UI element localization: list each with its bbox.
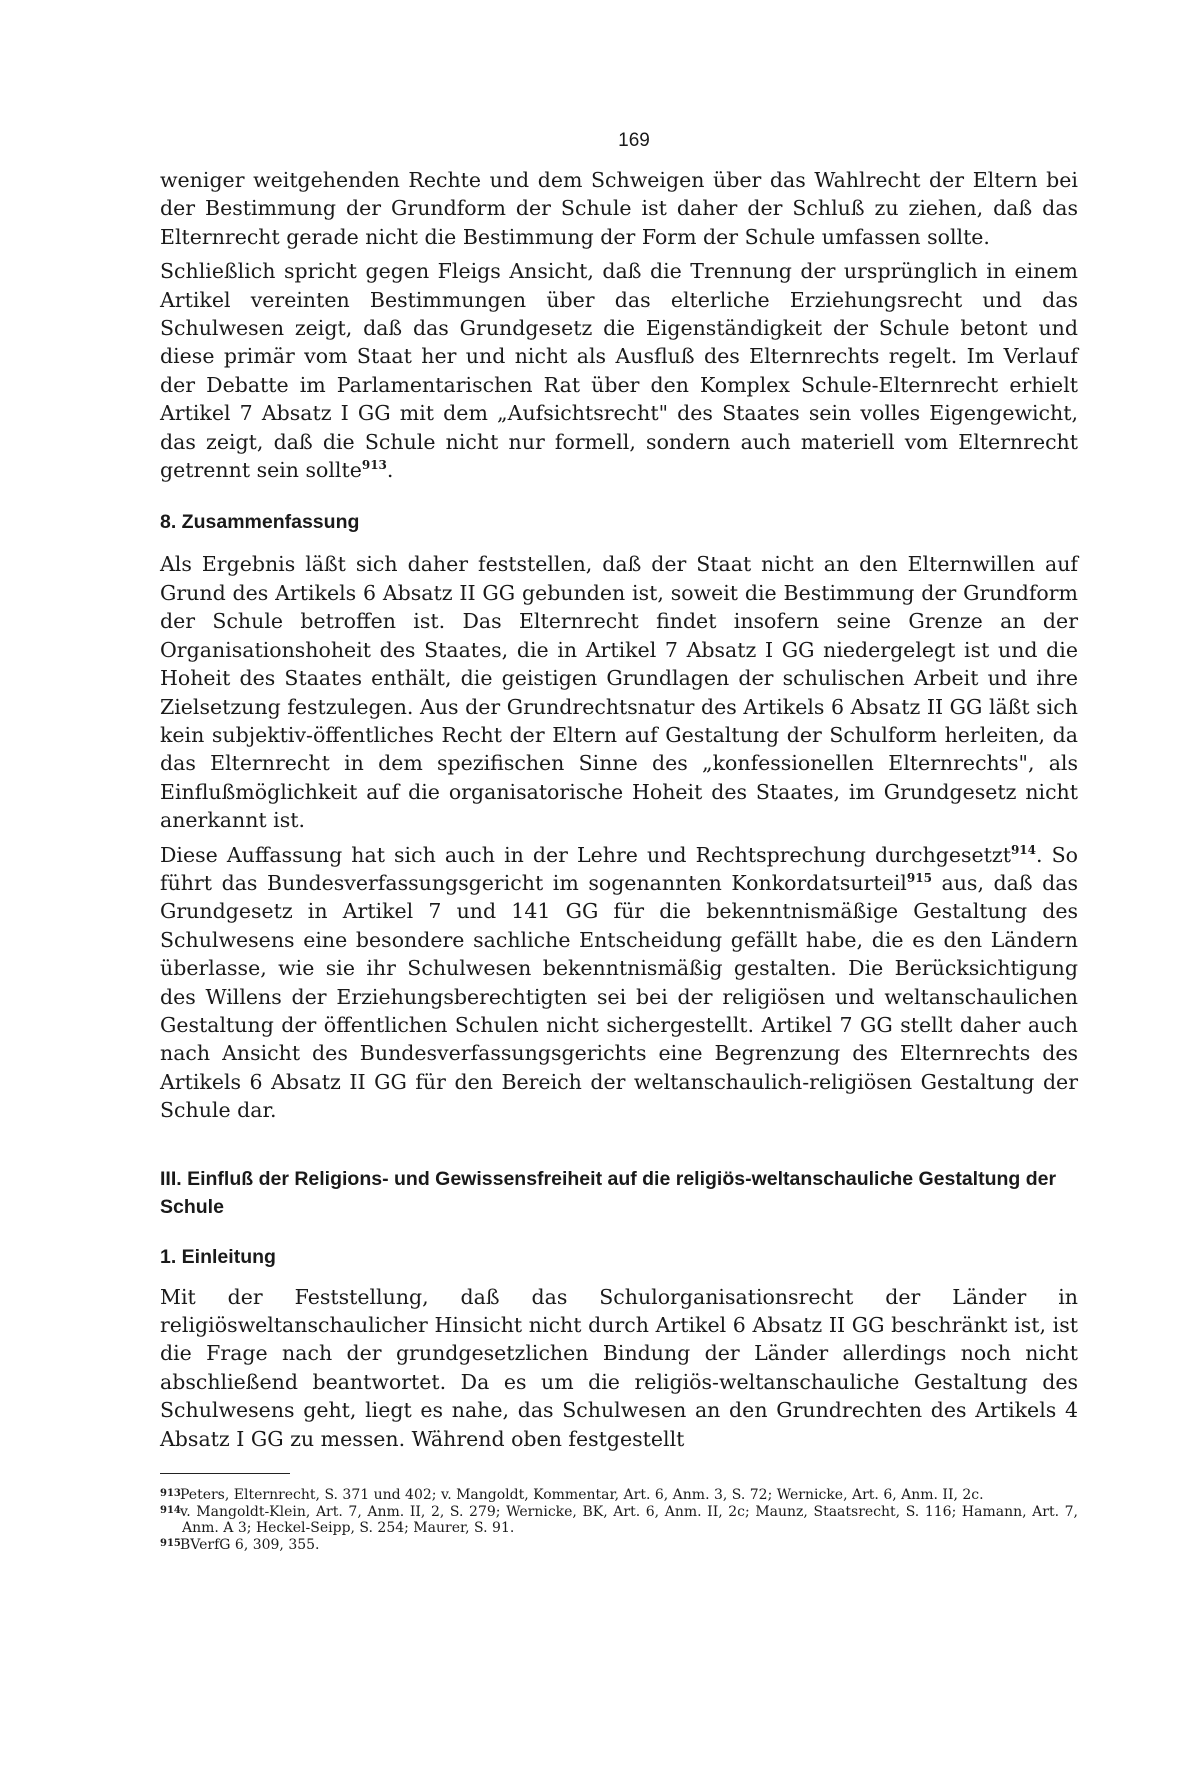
paragraph-1: weniger weitgehenden Rechte und dem Schweigen über das Wahlrecht der Eltern bei der Bestimmung der Grundform der Schule ist daher der Schluß zu ziehen, daß das Elternrecht gerade nicht die Bestimmung der Form der Schule umfassen sollte. — [160, 168, 1078, 249]
introduction-heading: 1. Einleitung — [160, 1245, 276, 1268]
section-8-paragraph-2-part-b: . So führt das Bundesverfassungsgericht im sogenannten Konkordatsurteil — [160, 842, 1078, 895]
footnote-ref-914: 914 — [1010, 842, 1037, 857]
footnote-text: Peters, Elternrecht, S. 371 und 402; v. Mangoldt, Kommentar, Art. 6, Anm. 3, S. 72; Wernicke, Art. 6, Anm. II, 2c. — [180, 1487, 984, 1504]
section-8-paragraph-2 — [160, 841, 1078, 1125]
part-3-heading: III. Einfluß der Religions- und Gewissensfreiheit auf die religiös-weltanschauliche Gestaltung der Schule — [160, 1167, 1057, 1218]
paragraph-2-text: Schließlich spricht gegen Fleigs Ansicht, daß die Trennung der ursprünglich in einem Artikel vereinten Bestimmungen über das elterliche Erziehungsrecht und das Schulwesen zeigt, daß das Grundgesetz die Eigenständigkeit der Schule betont und diese primär vom Staat her und nicht als Ausfluß des Elternrechts regelt. Im Verlauf der Debatte im Parlamentarischen Rat über den Komplex Schule-Elternrecht erhielt Artikel 7 Absatz I GG mit dem „Aufsichtsrecht" des Staates sein volles Eigengewicht, das zeigt, daß die Schule nicht nur formell, sondern auch materiell vom Elternrecht getrennt sein sollte — [160, 259, 1078, 483]
paragraph-2-period: . — [386, 458, 394, 483]
paragraph-2 — [160, 257, 1078, 484]
page-number: 169 — [618, 130, 650, 151]
footnote-mark: 915 — [160, 1538, 181, 1550]
footnote-915 — [160, 1536, 1078, 1553]
footnote-ref-915: 915 — [906, 871, 932, 886]
section-8-paragraph-1: Als Ergebnis läßt sich daher feststellen, daß der Staat nicht an den Elternwillen auf Grund des Artikels 6 Absatz II GG gebunden ist, soweit die Bestimmung der Grundform der Schule betroffen ist. Das Elternrecht findet insofern seine Grenze an der Organisationshoheit des Staates, die in Artikel 7 Absatz I GG niedergelegt ist und die Hoheit des Staates enthält, die geistigen Grundlagen der schulischen Arbeit und ihre Zielsetzung festzulegen. Aus der Grundrechtsnatur des Artikels 6 Absatz II GG läßt sich kein subjektiv-öffentliches Recht der Eltern auf Gestaltung der Schulform herleiten, da das Elternrecht in dem spezifischen Sinne des „konfessionellen Elternrechts", als Einflußmöglichkeit auf die organisatorische Hoheit des Staates, im Grundgesetz nicht anerkannt ist. — [160, 552, 1078, 833]
section-8-paragraph-2-part-c: aus, daß das Grundgesetz in Artikel 7 und 141 GG für die bekenntnismäßige Gestaltung des Schulwesens eine besondere sachliche Entscheidung gefällt habe, die es den Ländern überlasse, wie sie ihr Schulwesen bekenntnismäßig gestalten. Die Berücksichtigung des Willens der Erziehungsberechtigten sei bei der religiösen und weltanschaulichen Gestaltung der öffentlichen Schulen nicht sichergestellt. Artikel 7 GG stellt daher auch nach Ansicht des Bundesverfassungsgerichts eine Begrenzung des Elternrechts des Artikels 6 Absatz II GG für den Bereich der weltanschaulich-religiösen Gestaltung der Schule dar. — [160, 870, 1078, 1123]
section-8-heading: 8. Zusammenfassung — [160, 511, 360, 534]
introduction-paragraph: Mit der Feststellung, daß das Schulorganisationsrecht der Länder in religiösweltanschaulicher Hinsicht nicht durch Artikel 6 Absatz II GG beschränkt ist, ist die Frage nach der grundgesetzlichen Bindung der Länder allerdings noch nicht abschließend beantwortet. Da es um die religiös-weltanschauliche Gestaltung des Schulwesens geht, liegt es nahe, das Schulwesen an den Grundrechten des Artikels 4 Absatz I GG zu messen. Während oben festgestellt — [160, 1284, 1078, 1451]
footnote-mark: 914 — [160, 1505, 181, 1517]
footnote-divider — [160, 1473, 290, 1474]
footnote-text: BVerfG 6, 309, 355. — [180, 1537, 320, 1554]
footnote-914 — [160, 1503, 1078, 1536]
footnote-mark: 913 — [160, 1488, 181, 1500]
footnote-913 — [160, 1486, 1078, 1503]
footnote-text: v. Mangoldt-Klein, Art. 7, Anm. II, 2, S. 279; Wernicke, BK, Art. 6, Anm. II, 2c; Maunz, Staatsrecht, S. 116; Hamann, Art. 7, Anm. A 3; Heckel-Seipp, S. 254; Maurer, S. 91. — [180, 1504, 1078, 1537]
document-page — [160, 130, 1078, 1553]
section-8-paragraph-2-part-a: Diese Auffassung hat sich auch in der Lehre und Rechtsprechung durchgesetzt — [160, 842, 1011, 867]
footnote-ref-913: 913 — [361, 458, 387, 473]
